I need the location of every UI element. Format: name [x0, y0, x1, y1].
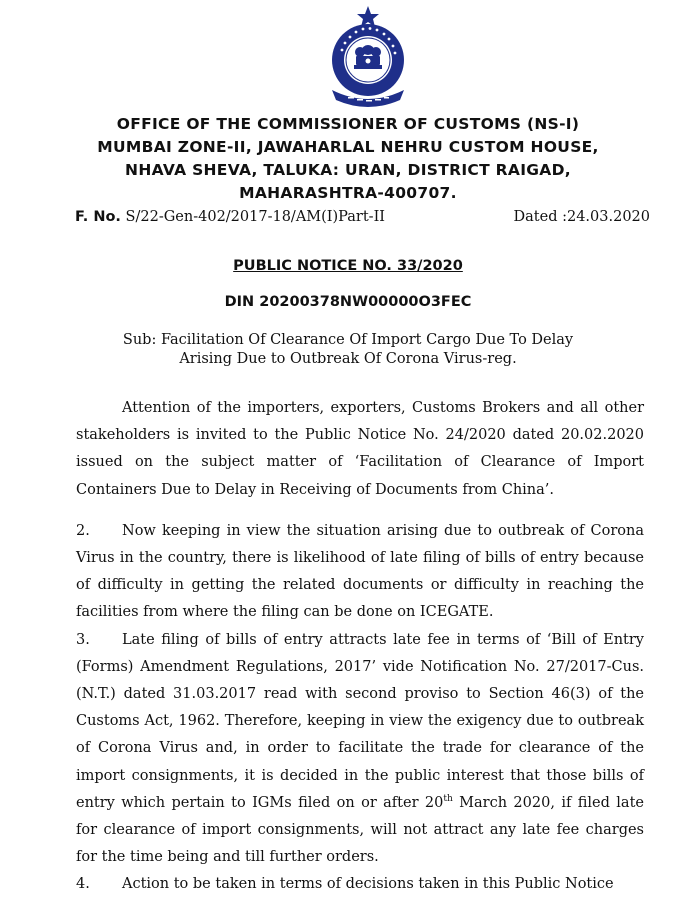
document-date: Dated :24.03.2020 — [513, 209, 650, 225]
paragraph-2 — [76, 518, 644, 627]
paragraph-3-number: 3. — [76, 631, 90, 648]
file-number-label: F. No. — [75, 209, 121, 225]
paragraph-2-number: 2. — [76, 522, 90, 539]
paragraph-2-text: Now keeping in view the situation arising due to outbreak of Corona Virus in the country, there is likelihood of late filing of bills of entry because of difficulty in getting the related documents or difficulty in reaching the facilities from where the filing can be done on ICEGATE. — [76, 522, 644, 621]
file-reference-line — [75, 209, 650, 231]
header-line-3: NHAVA SHEVA, TALUKA: URAN, DISTRICT RAIGAD, — [125, 161, 571, 179]
header-line-1: OFFICE OF THE COMMISSIONER OF CUSTOMS (NS-I) — [116, 115, 580, 133]
paragraph-3 — [76, 627, 644, 872]
header-line-4: MAHARASHTRA-400707. — [239, 184, 457, 202]
notice-subject — [0, 331, 696, 369]
din-number: DIN 20200378NW00000O3FEC — [224, 294, 472, 310]
header-line-2: MUMBAI ZONE-II, JAWAHARLAL NEHRU CUSTOM HOUSE, — [97, 138, 599, 156]
notice-body — [76, 395, 644, 899]
file-number: S/22-Gen-402/2017-18/AM(I)Part-II — [125, 209, 386, 225]
paragraph-3-text-a: Late filing of bills of entry attracts late fee in terms of ‘Bill of Entry (Forms) Amendment Regulations, 2017’ vide Notification No. 27/2017-Cus.(N.T.) dated 31.03.2017 read with second proviso to Section 46(3) of the Customs Act, 1962. Therefore, keeping in view the exigency due to outbreak of Corona Virus and, in order to facilitate the trade for clearance of the import consignments, it is decided in the public interest that those bills of entry which pertain to IGMs filed on or after 20 — [76, 631, 644, 811]
paragraph-4 — [76, 871, 644, 898]
notice-title: PUBLIC NOTICE NO. 33/2020 — [233, 258, 463, 274]
paragraph-3-text-b: March 2020, if filed late for clearance of import consignments, will not attract any late fee charges for the time being and till further orders. — [76, 794, 644, 866]
paragraph-4-number: 4. — [76, 876, 90, 893]
subject-line-1: Sub: Facilitation Of Clearance Of Import Cargo Due To Delay — [122, 332, 574, 348]
customs-emblem-icon — [318, 4, 418, 112]
office-header — [0, 113, 696, 205]
paragraph-1: Attention of the importers, exporters, Customs Brokers and all other stakeholders is invited to the Public Notice No. 24/2020 dated 20.02.2020 issued on the subject matter of ‘Facilitation of Clearance of Import Containers Due to Delay in Receiving of Documents from China’. — [76, 400, 644, 498]
paragraph-4-text: Action to be taken in terms of decisions taken in this Public Notice — [122, 876, 614, 893]
subject-line-2: Arising Due to Outbreak Of Corona Virus-reg. — [179, 351, 517, 367]
ordinal-suffix: th — [443, 794, 453, 805]
